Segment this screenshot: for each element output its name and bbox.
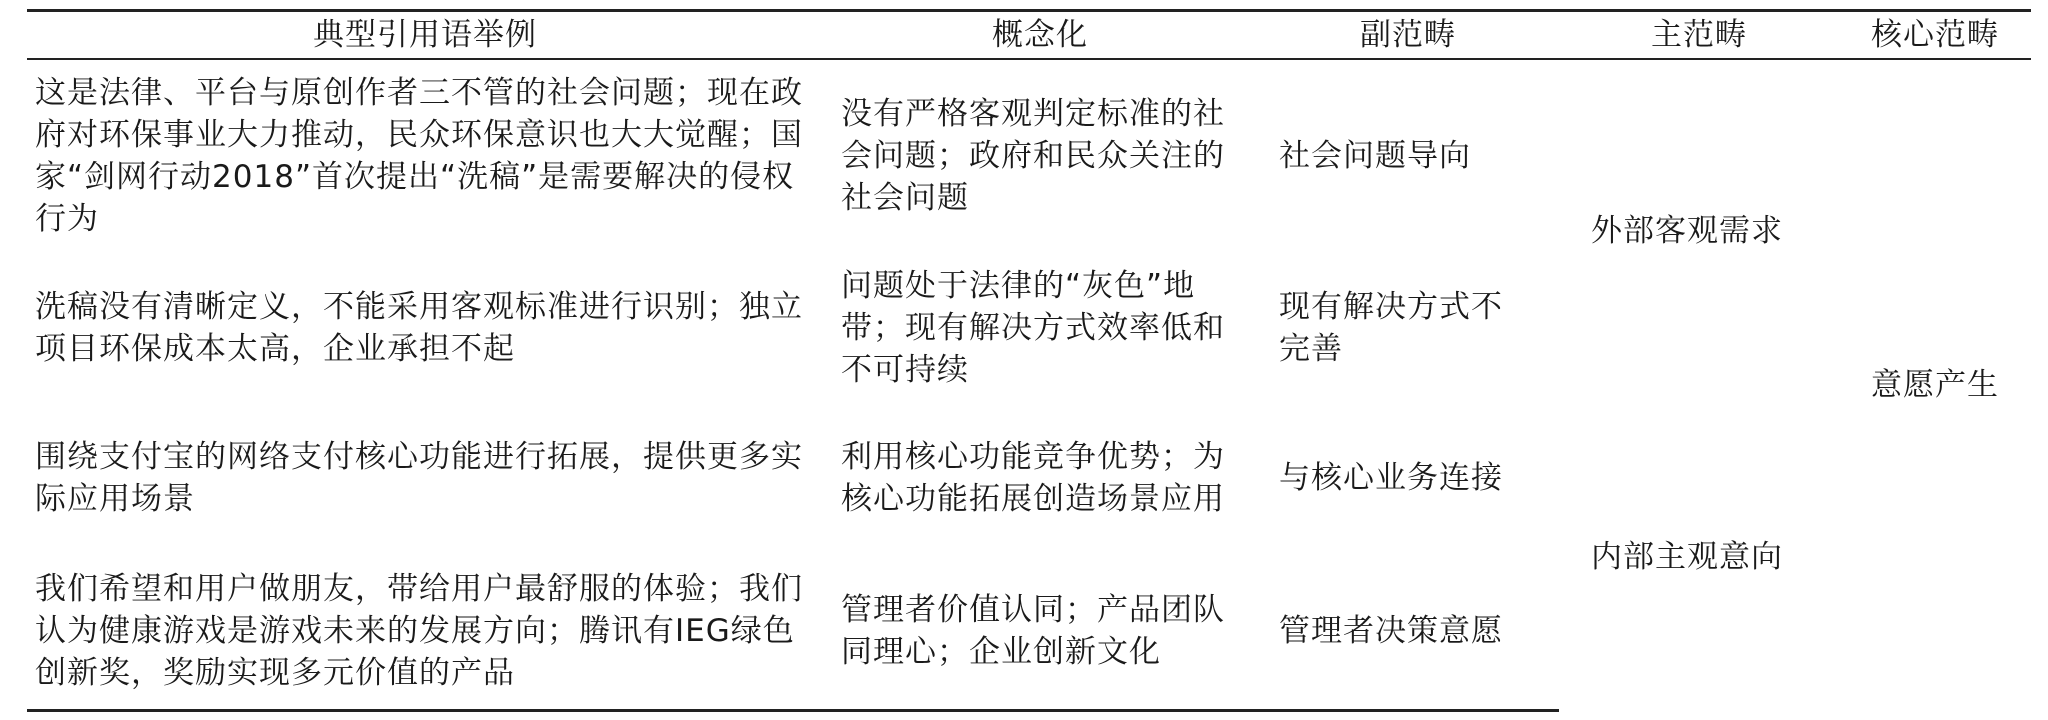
table-row — [27, 59, 2031, 253]
table-body — [27, 59, 2031, 711]
concept-cell: 利用核心功能竞争优势；为核心功能拓展创造场景应用 — [841, 438, 1225, 517]
quote-cell: 围绕支付宝的网络支付核心功能进行拓展，提供更多实际应用场景 — [35, 438, 803, 517]
table-header — [27, 11, 2031, 59]
concept-cell: 管理者价值认同；产品团队同理心；企业创新文化 — [823, 553, 1257, 711]
subcategory-cell: 管理者决策意愿 — [1257, 553, 1559, 711]
header-row — [27, 11, 2031, 59]
main-category-cell: 外部客观需求 — [1591, 213, 1783, 249]
header-main-category: 主范畴 — [1559, 11, 1839, 59]
header-conceptualization: 概念化 — [823, 11, 1257, 59]
table-row — [27, 403, 2031, 553]
subcategory-cell: 社会问题导向 — [1279, 138, 1471, 174]
core-category-cell: 意愿产生 — [1871, 367, 1999, 403]
quote-cell: 我们希望和用户做朋友，带给用户最舒服的体验；我们认为健康游戏是游戏未来的发展方向；腾讯有IEG绿色创新奖，奖励实现多元价值的产品 — [27, 553, 823, 711]
subcategory-cell: 现有解决方式不完善 — [1279, 288, 1503, 367]
concept-cell: 问题处于法律的“灰色”地带；现有解决方式效率低和不可持续 — [841, 267, 1225, 388]
header-subcategory: 副范畴 — [1257, 11, 1559, 59]
main-category-cell: 内部主观意向 — [1591, 538, 1783, 575]
concept-cell: 没有严格客观判定标准的社会问题；政府和民众关注的社会问题 — [841, 96, 1225, 216]
header-core-category: 核心范畴 — [1839, 11, 2031, 59]
coding-table — [27, 9, 2031, 712]
quote-cell: 这是法律、平台与原创作者三不管的社会问题；现在政府对环保事业大力推动，民众环保意识也大大觉醒；国家“剑网行动2018”首次提出“洗稿”是需要解决的侵权行为 — [35, 75, 803, 237]
quote-cell: 洗稿没有清晰定义，不能采用客观标准进行识别；独立项目环保成本太高，企业承担不起 — [35, 288, 803, 367]
subcategory-cell: 与核心业务连接 — [1279, 459, 1503, 496]
header-quote-examples: 典型引用语举例 — [27, 11, 823, 59]
